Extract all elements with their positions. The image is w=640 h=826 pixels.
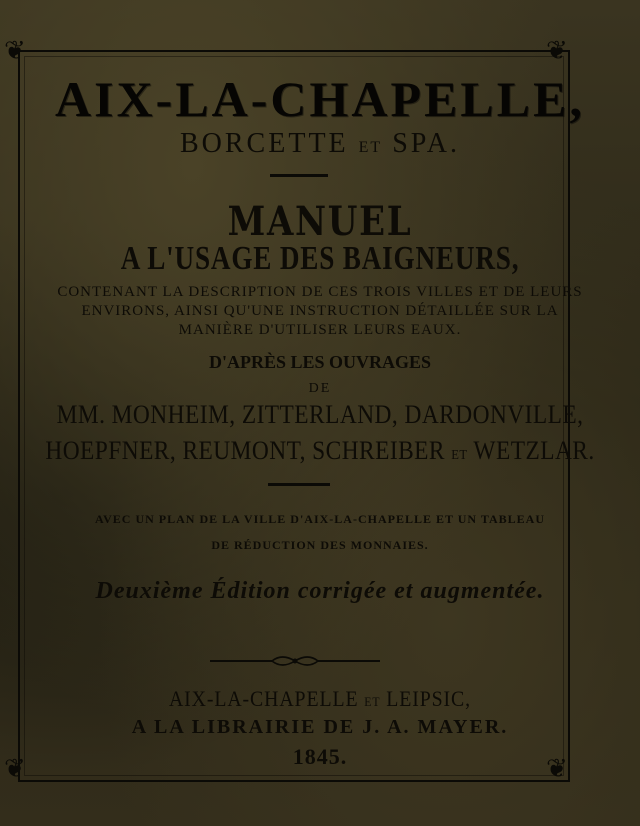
description-line: CONTENANT LA DESCRIPTION DE CES TROIS VILLES ET DE LEURS xyxy=(57,284,583,300)
imprint-city xyxy=(32,686,608,712)
plan-note-line: DE RÉDUCTION DES MONNAIES. xyxy=(211,538,429,552)
authors-line2-conj: ET xyxy=(451,448,468,463)
corner-ornament-icon: ❦ xyxy=(4,754,26,783)
subtitle-last: SPA. xyxy=(392,128,460,159)
imprint-city-main: AIX-LA-CHAPELLE xyxy=(168,686,359,711)
usage-heading: A L'USAGE DES BAIGNEURS, xyxy=(120,240,520,277)
authors-line2-main: HOEPFNER, REUMONT, SCHREIBER xyxy=(45,436,445,465)
book-title: AIX-LA-CHAPELLE, xyxy=(55,71,585,127)
edition-line: Deuxième Édition corrigée et augmentée. xyxy=(95,578,545,604)
description-line: MANIÈRE D'UTILISER LEURS EAUX. xyxy=(178,322,462,338)
subtitle-main: BORCETTE xyxy=(179,128,349,159)
plan-note-line: AVEC UN PLAN DE LA VILLE D'AIX-LA-CHAPELLE ET UN TABLEAU xyxy=(95,512,545,526)
description-line: ENVIRONS, AINSI QU'UNE INSTRUCTION DÉTAILLÉE SUR LA xyxy=(81,303,559,319)
divider-rule xyxy=(270,174,328,177)
imprint-city-last: LEIPSIC, xyxy=(386,686,472,711)
subtitle-conj: ET xyxy=(358,139,383,156)
corner-ornament-icon: ❦ xyxy=(546,754,568,783)
publication-year: 1845. xyxy=(292,744,348,769)
manuel-heading: MANUEL xyxy=(227,198,413,245)
divider-rule xyxy=(268,483,330,486)
authors-line2-last: WETZLAR. xyxy=(473,436,595,465)
de-line: DE xyxy=(308,381,332,396)
publisher-line: A LA LIBRAIRIE DE J. A. MAYER. xyxy=(131,716,509,738)
after-works-line: D'APRÈS LES OUVRAGES xyxy=(208,352,432,372)
book-subtitle xyxy=(0,128,640,160)
ornamental-divider-icon xyxy=(210,652,380,670)
corner-ornament-icon: ❦ xyxy=(546,36,568,65)
authors-line: MM. MONHEIM, ZITTERLAND, DARDONVILLE, xyxy=(56,400,584,429)
corner-ornament-icon: ❦ xyxy=(4,36,26,65)
imprint-city-conj: ET xyxy=(364,694,381,709)
authors-line xyxy=(32,436,608,466)
